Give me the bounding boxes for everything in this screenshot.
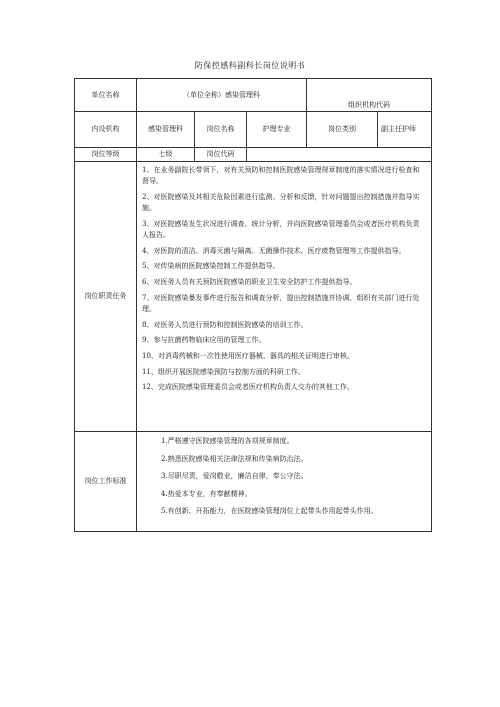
org-code-label: 组织机构代码 (307, 79, 432, 112)
standard-item: 4.热爱本专业，有奉献精神。 (161, 489, 252, 498)
unit-row (75, 79, 432, 112)
standard-item: 2.熟悉医院感染相关法律法规和传染病防治法。 (161, 454, 308, 463)
post-code-label: 岗位代码 (195, 148, 247, 162)
duty-item: 8、对医务人员进行预防和控制医院感染的培训工作。 (142, 320, 308, 329)
standard-item: 5.有创新、开拓能力，在医院感染管理岗位上起带头作用起带头作用。 (161, 507, 378, 515)
post-code-value (247, 148, 432, 162)
duties-list (142, 165, 426, 427)
grade-value: 七级 (137, 148, 195, 162)
post-name-label: 岗位名称 (195, 112, 247, 148)
dept-value: 感染管理科 (137, 112, 195, 148)
standards-cell (137, 432, 432, 532)
grade-row (75, 148, 432, 162)
document-title: 防保控感科副科长岗位说明书 (194, 61, 306, 70)
unit-name-label: 单位名称 (75, 79, 137, 112)
duties-label: 岗位职责任务 (75, 162, 137, 432)
duties-cell (137, 162, 432, 432)
unit-name-value: （单位全称）感染管理科 (137, 79, 307, 112)
duty-item: 3、对医院感染发生状况进行调查、统计分析，并向医院感染管理委员会或者医疗机构负责人报告。 (142, 219, 420, 239)
duty-item: 7、对医院感染暴发事件进行报告和调查分析，提出控制措施并协调、组织有关部门进行处理。 (142, 293, 420, 313)
duty-item: 4、对医院的清洁、消毒灭菌与隔离、无菌操作技术、医疗废物管理等工作提供指导。 (142, 246, 406, 255)
dept-row (75, 112, 432, 148)
standard-item: 3.尽职尽责，爱岗敬业，廉洁自律，奉公守法。 (161, 472, 308, 480)
dept-label: 内设机构 (75, 112, 137, 148)
post-name-value: 护理专业 (247, 112, 307, 148)
post-type-label: 岗位类别 (307, 112, 378, 148)
duty-item: 5、对传染病的医院感染控制工作提供指导。 (142, 262, 280, 271)
duty-item: 9、参与抗菌药物临床应用的管理工作。 (142, 336, 266, 345)
grade-label: 岗位等级 (75, 148, 137, 162)
duty-item: 1、在业务副院长带领下，对有关预防和控制医院感染管理规章制度的落实情况进行检查和督导。 (142, 166, 420, 186)
duty-item: 12、完成医院感染管理委员会或者医疗机构负责人交办的其他工作。 (142, 383, 354, 392)
standard-item: 1.严格遵守医院感染管理的各项规章制度。 (161, 437, 294, 445)
post-type-value: 副主任护师 (378, 112, 432, 148)
duties-row (75, 162, 432, 432)
duty-item: 11、组织开展医院感染预防与控制方面的科研工作。 (142, 367, 305, 376)
duty-item: 10、对消毒药械和一次性使用医疗器械、器具的相关证明进行审核。 (142, 351, 354, 360)
duty-item: 2、对医院感染及其相关危险因素进行监测、分析和反馈，针对问题提出控制措施并指导实施。 (142, 192, 420, 213)
standards-label: 岗位工作标准 (75, 432, 137, 532)
standards-row (75, 432, 432, 532)
job-description-table (74, 78, 432, 532)
duty-item: 6、对医务人员有关预防医院感染的职业卫生安全防护工作提供指导。 (142, 278, 357, 286)
